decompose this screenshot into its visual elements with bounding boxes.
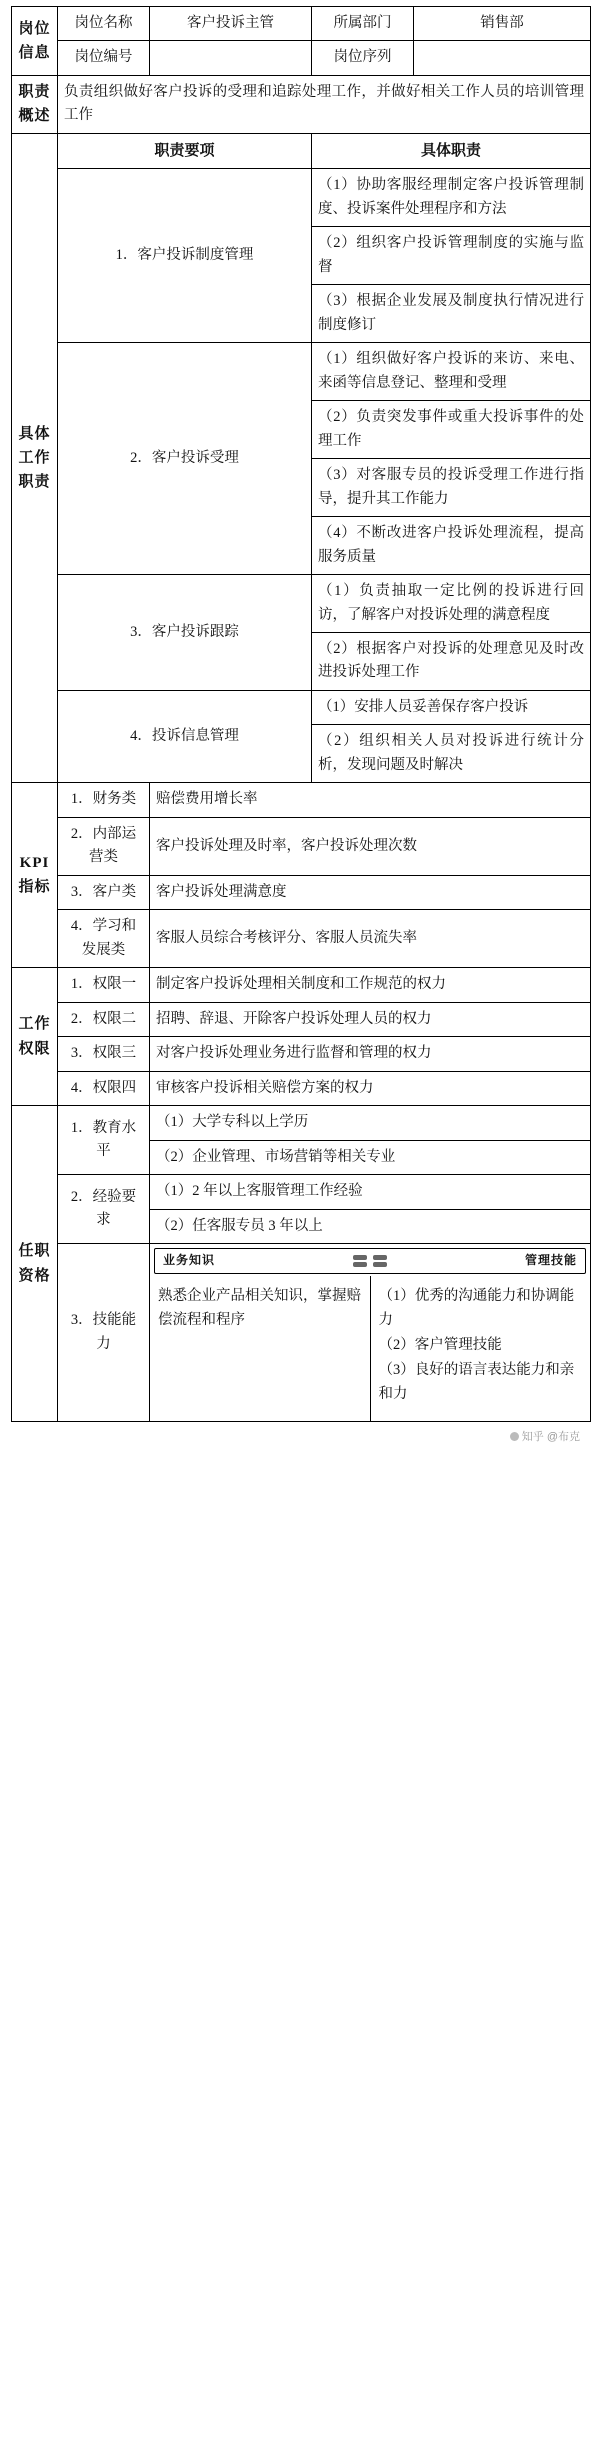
table-row bbox=[12, 133, 591, 168]
kpi-item: 4．学习和发展类 bbox=[58, 910, 150, 968]
field-label-job-title: 岗位名称 bbox=[58, 7, 150, 41]
kpi-item: 2．内部运营类 bbox=[58, 817, 150, 875]
duty-detail: （2）组织客户投诉管理制度的实施与监督 bbox=[312, 227, 591, 285]
duty-detail: （3）对客服专员的投诉受理工作进行指导，提升其工作能力 bbox=[312, 459, 591, 517]
kpi-detail: 赔偿费用增长率 bbox=[150, 783, 591, 817]
puzzle-icon bbox=[353, 1254, 387, 1268]
table-row bbox=[12, 690, 591, 724]
skills-body-row bbox=[150, 1276, 590, 1421]
table-row bbox=[12, 1002, 591, 1036]
table-row bbox=[12, 1071, 591, 1105]
kpi-detail: 客服人员综合考核评分、客服人员流失率 bbox=[150, 910, 591, 968]
table-row bbox=[12, 575, 591, 633]
skills-header-right: 管理技能 bbox=[524, 1253, 577, 1268]
section-label-authority: 工作权限 bbox=[12, 968, 58, 1106]
duty-detail: （2）负责突发事件或重大投诉事件的处理工作 bbox=[312, 401, 591, 459]
table-row bbox=[12, 41, 591, 75]
table-row bbox=[12, 817, 591, 875]
table-row bbox=[12, 910, 591, 968]
table-row bbox=[12, 875, 591, 909]
table-row bbox=[12, 1244, 591, 1422]
authority-item: 1．权限一 bbox=[58, 968, 150, 1002]
duties-col-header-item: 职责要项 bbox=[58, 133, 312, 168]
field-value-job-sequence bbox=[414, 41, 591, 75]
duty-detail: （1）组织做好客户投诉的来访、来电、来函等信息登记、整理和受理 bbox=[312, 343, 591, 401]
skills-table bbox=[150, 1244, 590, 1421]
kpi-detail: 客户投诉处理满意度 bbox=[150, 875, 591, 909]
skills-header-box bbox=[154, 1248, 586, 1273]
table-row bbox=[12, 169, 591, 227]
field-label-department: 所属部门 bbox=[312, 7, 414, 41]
skills-management-item: （2）客户管理技能 bbox=[378, 1336, 502, 1353]
qualification-detail: （2）企业管理、市场营销等相关专业 bbox=[150, 1140, 591, 1174]
kpi-detail: 客户投诉处理及时率，客户投诉处理次数 bbox=[150, 817, 591, 875]
table-row bbox=[12, 968, 591, 1002]
authority-item: 3．权限三 bbox=[58, 1037, 150, 1071]
field-value-department: 销售部 bbox=[414, 7, 591, 41]
qualification-item-skills: 3．技能能力 bbox=[58, 1244, 150, 1422]
duty-item: 1．客户投诉制度管理 bbox=[58, 169, 312, 343]
skills-header-cell bbox=[150, 1244, 590, 1275]
duty-detail: （2）根据客户对投诉的处理意见及时改进投诉处理工作 bbox=[312, 632, 591, 690]
table-row bbox=[12, 783, 591, 817]
skills-business-knowledge: 熟悉企业产品相关知识，掌握赔偿流程和程序 bbox=[158, 1287, 361, 1329]
duty-detail: （1）负责抽取一定比例的投诉进行回访，了解客户对投诉处理的满意程度 bbox=[312, 575, 591, 633]
duty-detail: （1）安排人员妥善保存客户投诉 bbox=[312, 690, 591, 724]
skills-management-item: （1）优秀的沟通能力和协调能力 bbox=[378, 1287, 575, 1329]
section-label-duty-summary: 职责概述 bbox=[12, 75, 58, 133]
qualification-item: 2．经验要求 bbox=[58, 1175, 150, 1244]
duties-col-header-detail: 具体职责 bbox=[312, 133, 591, 168]
duty-summary-text: 负责组织做好客户投诉的受理和追踪处理工作，并做好相关工作人员的培训管理工作 bbox=[58, 75, 591, 133]
job-description-table bbox=[11, 6, 591, 1422]
duty-detail: （4）不断改进客户投诉处理流程，提高服务质量 bbox=[312, 517, 591, 575]
duty-detail: （3）根据企业发展及制度执行情况进行制度修订 bbox=[312, 285, 591, 343]
skills-management-item: （3）良好的语言表达能力和亲和力 bbox=[378, 1361, 575, 1403]
watermark bbox=[11, 1422, 590, 1454]
field-label-job-code: 岗位编号 bbox=[58, 41, 150, 75]
duty-detail: （1）协助客服经理制定客户投诉管理制度、投诉案件处理程序和方法 bbox=[312, 169, 591, 227]
qualification-detail: （2）任客服专员 3 年以上 bbox=[150, 1209, 591, 1243]
qualification-detail: （1）2 年以上客服管理工作经验 bbox=[150, 1175, 591, 1209]
field-value-job-code bbox=[150, 41, 312, 75]
skills-header-left: 业务知识 bbox=[163, 1253, 216, 1268]
kpi-item: 1．财务类 bbox=[58, 783, 150, 817]
kpi-item: 3．客户类 bbox=[58, 875, 150, 909]
skills-header-row bbox=[150, 1244, 590, 1275]
duty-item: 4．投诉信息管理 bbox=[58, 690, 312, 782]
authority-detail: 制定客户投诉处理相关制度和工作规范的权力 bbox=[150, 968, 591, 1002]
watermark-logo-icon bbox=[510, 1432, 519, 1441]
table-row bbox=[12, 75, 591, 133]
table-row bbox=[12, 1037, 591, 1071]
qualification-detail: （1）大学专科以上学历 bbox=[150, 1106, 591, 1140]
authority-detail: 对客户投诉处理业务进行监督和管理的权力 bbox=[150, 1037, 591, 1071]
table-row bbox=[12, 1175, 591, 1209]
section-label-basic: 岗位信息 bbox=[12, 7, 58, 76]
duty-item: 3．客户投诉跟踪 bbox=[58, 575, 312, 691]
section-label-kpi: KPI指标 bbox=[12, 783, 58, 968]
section-label-qualification: 任职资格 bbox=[12, 1106, 58, 1422]
skills-management-list bbox=[370, 1276, 590, 1421]
duty-item: 2．客户投诉受理 bbox=[58, 343, 312, 575]
authority-item: 4．权限四 bbox=[58, 1071, 150, 1105]
table-row bbox=[12, 1106, 591, 1140]
watermark-text: 知乎 @布克 bbox=[521, 1430, 580, 1443]
field-value-job-title: 客户投诉主管 bbox=[150, 7, 312, 41]
duty-detail: （2）组织相关人员对投诉进行统计分析，发现问题及时解决 bbox=[312, 725, 591, 783]
authority-item: 2．权限二 bbox=[58, 1002, 150, 1036]
section-label-duties: 具体工作职责 bbox=[12, 133, 58, 782]
table-row bbox=[12, 343, 591, 401]
authority-detail: 招聘、辞退、开除客户投诉处理人员的权力 bbox=[150, 1002, 591, 1036]
qualification-item: 1．教育水平 bbox=[58, 1106, 150, 1175]
authority-detail: 审核客户投诉相关赔偿方案的权力 bbox=[150, 1071, 591, 1105]
job-description-document bbox=[11, 0, 590, 1454]
table-row bbox=[12, 7, 591, 41]
skills-panel bbox=[150, 1244, 591, 1422]
field-label-job-sequence: 岗位序列 bbox=[312, 41, 414, 75]
